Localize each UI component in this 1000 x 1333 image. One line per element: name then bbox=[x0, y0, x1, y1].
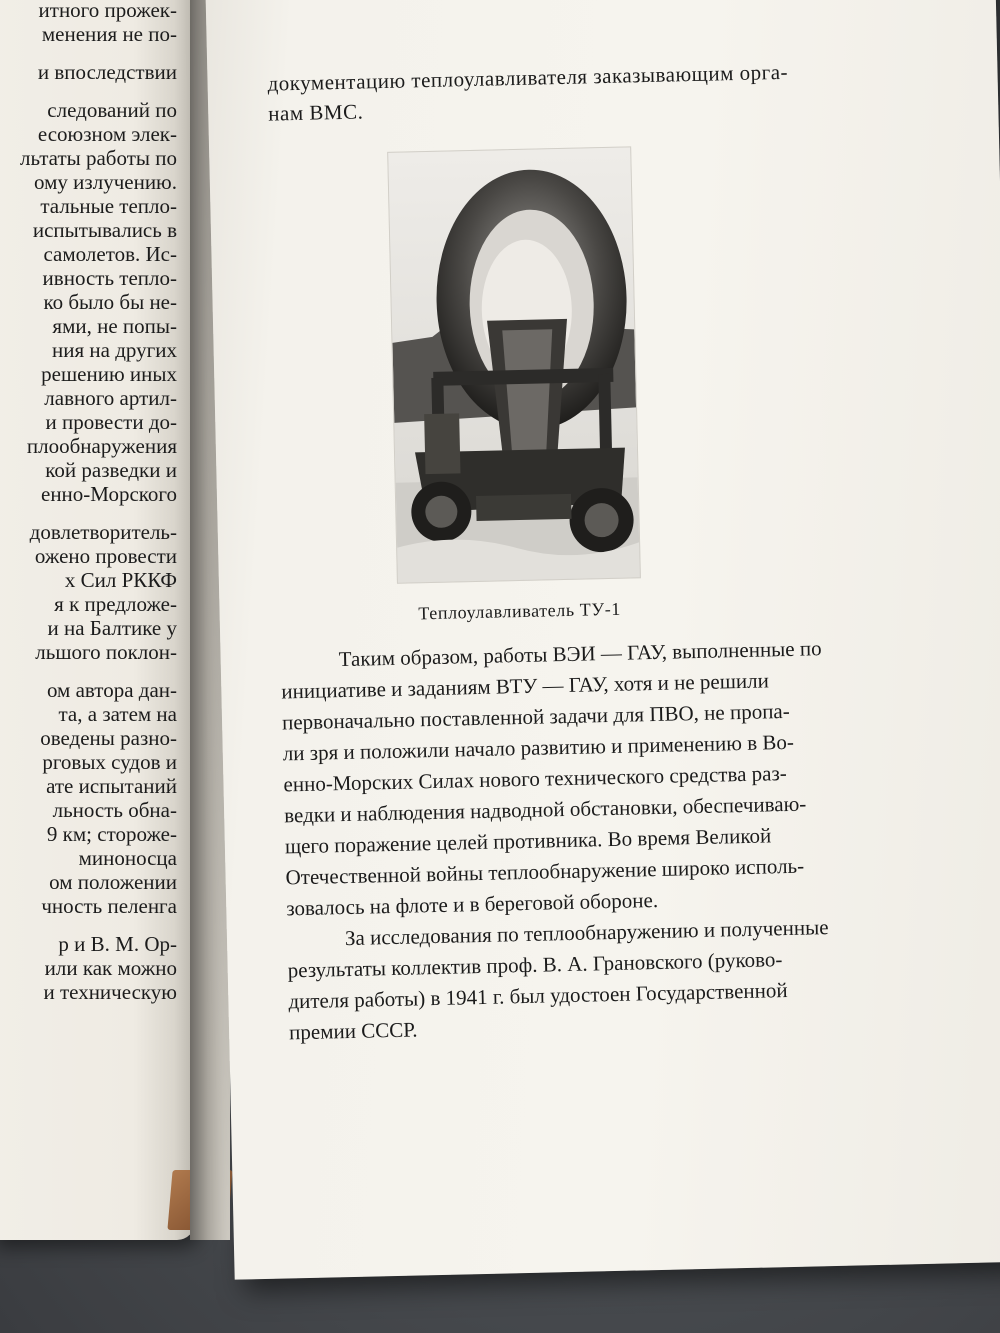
text-line: я к предложе- bbox=[54, 592, 177, 616]
text-line: решению иных bbox=[41, 362, 177, 386]
text-line: или как можно bbox=[44, 956, 177, 980]
text-line: ожено провести bbox=[34, 544, 177, 568]
text-line: и впоследствии bbox=[37, 60, 177, 84]
paragraph-gap bbox=[0, 84, 195, 98]
paragraph-1 bbox=[280, 630, 966, 924]
text-line: ко было бы не- bbox=[43, 290, 177, 314]
text-line: результаты коллектив проф. В. А. Грановского (руково- bbox=[287, 947, 783, 983]
text-line: х Сил РККФ bbox=[64, 568, 177, 592]
text-line: ом положении bbox=[49, 870, 177, 894]
text-line: льтаты работы по bbox=[19, 146, 177, 170]
text-line: ния на других bbox=[52, 338, 177, 362]
text-line: плообнаружения bbox=[26, 434, 177, 458]
text-line: енно-Морских Силах нового технического средства раз- bbox=[283, 761, 788, 797]
text-line: самолетов. Ис- bbox=[43, 242, 177, 266]
text-line: зовалось на флоте и в береговой обороне. bbox=[286, 887, 659, 921]
text-line: первоначально поставленной задачи для ПВО, не пропа- bbox=[281, 698, 790, 735]
text-line: инициативе и заданиям ВТУ — ГАУ, хотя и не решили bbox=[281, 668, 770, 704]
text-line: менения не по- bbox=[41, 22, 177, 46]
text-line: ведки и наблюдения надводной обстановки, обеспечиваю- bbox=[283, 791, 807, 828]
text-line: кой разведки и bbox=[45, 458, 177, 482]
text-line: льшого поклон- bbox=[35, 640, 177, 664]
text-line: 9 км; стороже- bbox=[46, 822, 177, 846]
paragraph-2 bbox=[287, 909, 970, 1048]
left-page-text bbox=[0, 0, 195, 1198]
text-line: нам ВМС. bbox=[268, 99, 364, 126]
text-line: и техническую bbox=[43, 980, 177, 1004]
text-line: и провести до- bbox=[45, 410, 177, 434]
paragraph-gap bbox=[0, 664, 195, 678]
text-line: щего поражение целей противника. Во время Великой bbox=[284, 823, 772, 859]
figure-caption: Теплоулавливатель ТУ-1 bbox=[418, 598, 622, 624]
text-line: рговых судов и bbox=[42, 750, 177, 774]
text-line: тальные тепло- bbox=[40, 194, 177, 218]
top-continuation-text bbox=[267, 53, 948, 128]
text-line: Таким образом, работы ВЭИ — ГАУ, выполненные по bbox=[338, 636, 822, 672]
text-line: ате испытаний bbox=[46, 774, 177, 798]
text-line: миноносца bbox=[78, 846, 177, 870]
searchlight-photo-icon bbox=[388, 147, 640, 582]
text-line: чность пеленга bbox=[41, 894, 177, 918]
text-line: премии СССР. bbox=[288, 1017, 418, 1045]
text-line: ивность тепло- bbox=[42, 266, 177, 290]
text-line: довлетворитель- bbox=[29, 520, 177, 544]
text-line: ом автора дан- bbox=[46, 678, 177, 702]
text-line: итного прожек- bbox=[38, 0, 177, 22]
paragraph-gap bbox=[0, 46, 195, 60]
text-line: испытывались в bbox=[32, 218, 177, 242]
text-line: р и В. М. Ор- bbox=[58, 932, 177, 956]
paragraph-gap bbox=[0, 918, 195, 932]
text-line: За исследования по теплообнаружению и полученные bbox=[344, 915, 829, 951]
text-line: есоюзном элек- bbox=[37, 122, 177, 146]
text-line: следований по bbox=[47, 98, 177, 122]
text-line: та, а затем на bbox=[58, 702, 177, 726]
text-line: оведены разно- bbox=[40, 726, 177, 750]
right-page bbox=[205, 0, 1000, 1280]
paragraph-gap bbox=[0, 506, 195, 520]
text-line: Отечественной войны теплообнаружение широко исполь- bbox=[285, 853, 805, 890]
text-line: ли зря и положили начало развитию и применению в Во- bbox=[282, 729, 795, 766]
text-line: дителя работы) в 1941 г. был удостоен Государственной bbox=[288, 978, 788, 1014]
searchlight-photo bbox=[387, 146, 641, 583]
text-line: ями, не попы- bbox=[52, 314, 177, 338]
text-line: лавного артил- bbox=[44, 386, 177, 410]
left-page bbox=[0, 0, 195, 1240]
text-line: документацию теплоулавливателя заказывающим орга- bbox=[267, 59, 789, 96]
text-line: енно-Морского bbox=[41, 482, 177, 506]
text-line: льность обна- bbox=[52, 798, 177, 822]
text-line: ому излучению. bbox=[34, 170, 177, 194]
text-line: и на Балтике у bbox=[47, 616, 177, 640]
